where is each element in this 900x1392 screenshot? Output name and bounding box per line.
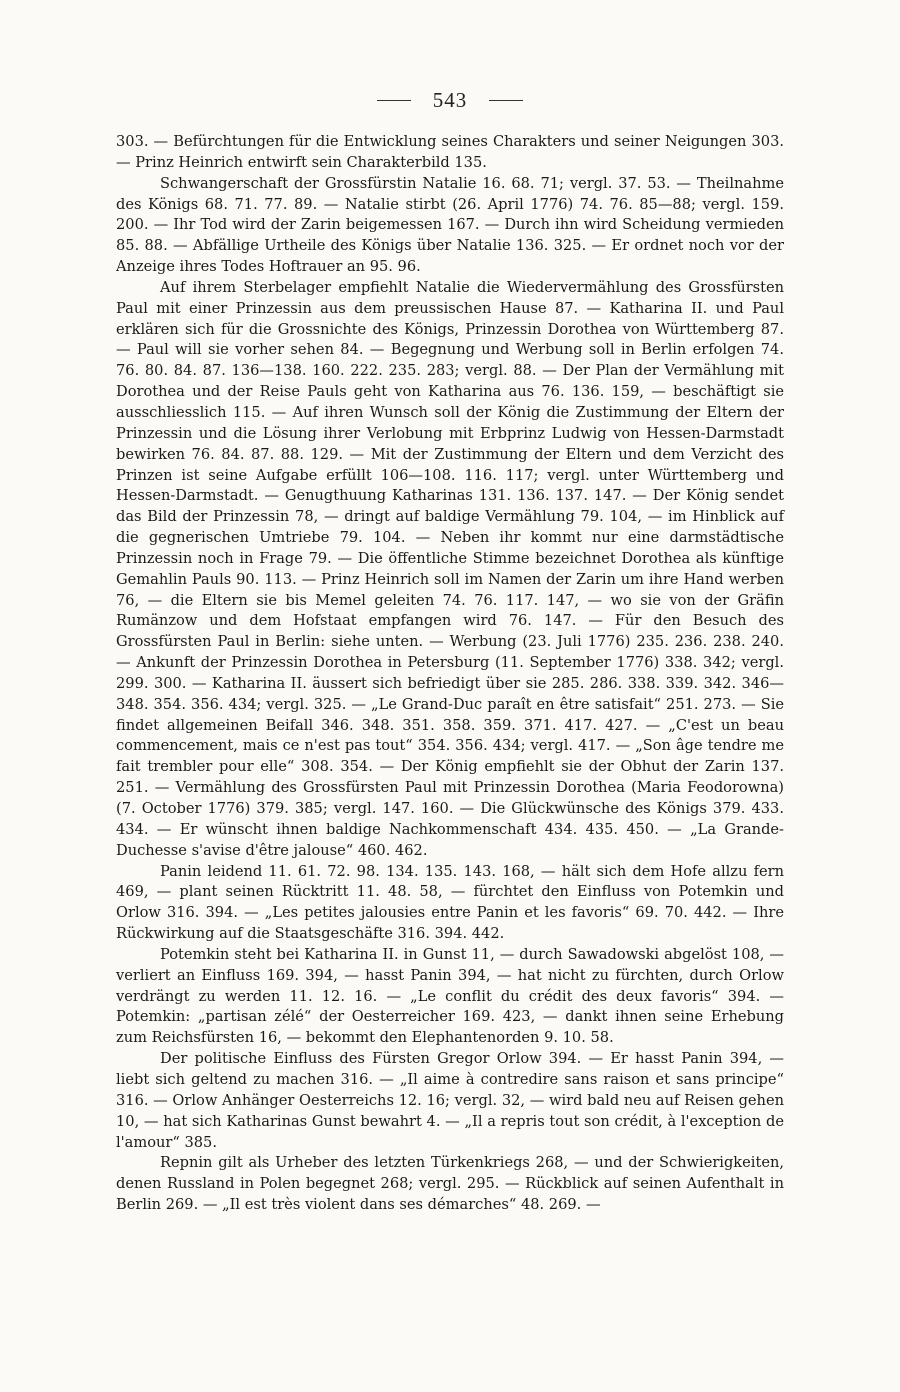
- paragraph-schwangerschaft: Schwangerschaft der Grossfürstin Natalie 16. 68. 71; vergl. 37. 53. — Theilnahme des Königs 68. 71. 77. 89. — Natalie stirbt (26. April 1776) 74. 76. 85—88; vergl. 159. 200. — Ihr Tod wird der Zarin beigemessen 167. — Durch ihn wird Scheidung vermieden 85. 88. — Abfällige Urtheile des Königs über Natalie 136. 325. — Er ordnet noch vor der Anzeige ihres Todes Hoftrauer an 95. 96.: [116, 174, 784, 276]
- paragraph-wiedervermaehlung: Auf ihrem Sterbelager empfiehlt Natalie die Wiedervermählung des Grossfürsten Paul mit einer Prinzessin aus dem preussischen Hause 87. — Katharina II. und Paul erklären sich für die Grossnichte des Königs, Prinzessin Dorothea von Württemberg 87. — Paul will sie vorher sehen 84. — Begegnung und Werbung soll in Berlin erfolgen 74. 76. 80. 84. 87. 136—138. 160. 222. 235. 283; vergl. 88. — Der Plan der Vermählung mit Dorothea und der Reise Pauls geht von Katharina aus 76. 136. 159, — beschäftigt sie ausschliesslich 115. — Auf ihren Wunsch soll der König die Zustimmung der Eltern der Prinzessin und die Lösung ihrer Verlobung mit Erbprinz Ludwig von Hessen-Darmstadt bewirken 76. 84. 87. 88. 129. — Mit der Zustimmung der Eltern und dem Verzicht des Prinzen ist seine Aufgabe erfüllt 106—108. 116. 117; vergl. unter Württemberg und Hessen-Darmstadt. — Genugthuung Katharinas 131. 136. 137. 147. — Der König sendet das Bild der Prinzessin 78, — dringt auf baldige Vermählung 79. 104, — im Hinblick auf die gegnerischen Umtriebe 79. 104. — Neben ihr kommt nur eine darmstädtische Prinzessin noch in Frage 79. — Die öffentliche Stimme bezeichnet Dorothea als künftige Gemahlin Pauls 90. 113. — Prinz Heinrich soll im Namen der Zarin um ihre Hand werben 76, — die Eltern sie bis Memel geleiten 74. 76. 117. 147, — wo sie von der Gräfin Rumänzow und dem Hofstaat empfangen wird 76. 147. — Für den Besuch des Grossfürsten Paul in Berlin: siehe unten. — Werbung (23. Juli 1776) 235. 236. 238. 240. — Ankunft der Prinzessin Dorothea in Petersburg (11. September 1776) 338. 342; vergl. 299. 300. — Katharina II. äussert sich befriedigt über sie 285. 286. 338. 339. 342. 346—348. 354. 356. 434; vergl. 325. — „Le Grand-Duc paraît en être satisfait“ 251. 273. — Sie findet allgemeinen Beifall 346. 348. 351. 358. 359. 371. 417. 427. — „C'est un beau commencement, mais ce n'est pas tout“ 354. 356. 434; vergl. 417. — „Son âge tendre me fait trembler pour elle“ 308. 354. — Der König empfiehlt sie der Obhut der Zarin 137. 251. — Vermählung des Grossfürsten Paul mit Prinzessin Dorothea (Maria Feodorowna) (7. October 1776) 379. 385; vergl. 147. 160. — Die Glückwünsche des Königs 379. 433. 434. — Er wünscht ihnen baldige Nachkommenschaft 434. 435. 450. — „La Grande-Duchesse s'avise d'être jalouse“ 460. 462.: [116, 278, 784, 859]
- index-text: [116, 132, 784, 1216]
- page-header: [0, 88, 900, 113]
- paragraph-orlow: Der politische Einfluss des Fürsten Gregor Orlow 394. — Er hasst Panin 394, — liebt sich geltend zu machen 316. — „Il aime à contredire sans raison et sans principe“ 316. — Orlow Anhänger Oesterreichs 12. 16; vergl. 32, — wird bald neu auf Reisen gehen 10, — hat sich Katharinas Gunst bewahrt 4. — „Il a repris tout son crédit, à l'exception de l'amour“ 385.: [116, 1050, 784, 1151]
- page-number: 543: [432, 88, 468, 112]
- paragraph-repnin: Repnin gilt als Urheber des letzten Türkenkriegs 268, — und der Schwierigkeiten, denen Russland in Polen begegnet 268; vergl. 295. — Rückblick auf seinen Aufenthalt in Berlin 269. — „Il est très violent dans ses démarches“ 48. 269. —: [116, 1154, 784, 1214]
- paragraph-continuation: 303. — Befürchtungen für die Entwicklung seines Charakters und seiner Neigungen 303. — Prinz Heinrich entwirft sein Charakterbild 135.: [116, 133, 784, 171]
- header-rule-right: [489, 100, 523, 101]
- paragraph-panin: Panin leidend 11. 61. 72. 98. 134. 135. 143. 168, — hält sich dem Hofe allzu fern 469, — plant seinen Rücktritt 11. 48. 58, — fürchtet den Einfluss von Potemkin und Orlow 316. 394. — „Les petites jalousies entre Panin et les favoris“ 69. 70. 442. — Ihre Rückwirkung auf die Staatsgeschäfte 316. 394. 442.: [116, 862, 784, 943]
- paragraph-potemkin: Potemkin steht bei Katharina II. in Gunst 11, — durch Sawadowski abgelöst 108, — verliert an Einfluss 169. 394, — hasst Panin 394, — hat nicht zu fürchten, durch Orlow verdrängt zu werden 11. 12. 16. — „Le conflit du crédit des deux favoris“ 394. — Potemkin: „partisan zélé“ der Oesterreicher 169. 423, — dankt ihnen seine Erhebung zum Reichsfürsten 16, — bekommt den Elephantenorden 9. 10. 58.: [116, 945, 784, 1047]
- header-rule-left: [377, 100, 411, 101]
